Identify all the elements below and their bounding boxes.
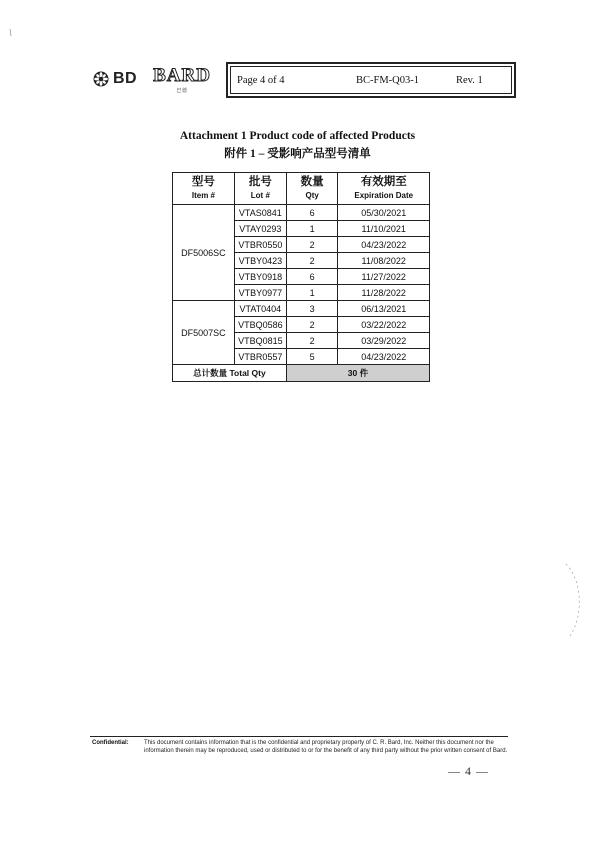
scan-speck-icon — [8, 28, 14, 38]
lot-cell: VTAT0404 — [234, 301, 286, 317]
bd-logo-text: BD — [113, 70, 138, 87]
table-row — [173, 205, 430, 221]
total-row — [173, 365, 430, 382]
column-header-lot: 批号 Lot # — [234, 173, 286, 205]
expiry-cell: 04/23/2022 — [338, 349, 430, 365]
lot-cell: VTBR0550 — [234, 237, 286, 253]
lot-cell: VTBY0977 — [234, 285, 286, 301]
expiry-cell: 11/10/2021 — [338, 221, 430, 237]
qty-cell: 2 — [286, 333, 338, 349]
bard-logo — [152, 66, 212, 94]
lot-cell: VTBR0557 — [234, 349, 286, 365]
lot-cell: VTBQ0815 — [234, 333, 286, 349]
column-header-item: 型号 Item # — [173, 173, 235, 205]
expiry-cell: 11/28/2022 — [338, 285, 430, 301]
qty-cell: 6 — [286, 269, 338, 285]
scan-edge-curve-icon — [560, 560, 590, 640]
attachment-title-zh: 附件 1 – 受影响产品型号清单 — [224, 148, 371, 160]
bd-logo — [93, 70, 137, 88]
qty-cell: 5 — [286, 349, 338, 365]
page-number: — 4 — — [448, 764, 489, 778]
expiry-cell: 06/13/2021 — [338, 301, 430, 317]
qty-cell: 2 — [286, 317, 338, 333]
qty-cell: 2 — [286, 253, 338, 269]
expiry-cell: 04/23/2022 — [338, 237, 430, 253]
total-label: 总计数量 Total Qty — [173, 365, 287, 382]
confidential-notice: This document contains information that is the confidential and proprietary property of C. R. Bard, Inc. Neither this document nor the information therein may be reproduced, used or distributed to or for the benefit of any third party without the prior written consent of Bard. — [144, 740, 508, 754]
expiry-cell: 03/22/2022 — [338, 317, 430, 333]
confidential-label: Confidential: — [92, 740, 129, 746]
expiry-cell: 11/08/2022 — [338, 253, 430, 269]
attachment-title-en: Attachment 1 Product code of affected Products — [179, 130, 416, 142]
qty-cell: 1 — [286, 285, 338, 301]
page-indicator: Page 4 of 4 — [237, 75, 285, 86]
affected-products-table — [172, 172, 430, 382]
bard-logo-subtext: 巴德 — [176, 88, 188, 94]
qty-cell: 6 — [286, 205, 338, 221]
qty-cell: 1 — [286, 221, 338, 237]
document-header-box — [226, 62, 516, 98]
lot-cell: VTAY0293 — [234, 221, 286, 237]
bard-logo-text: BARD — [153, 65, 211, 86]
document-code: BC-FM-Q03-1 — [356, 75, 420, 86]
table-row — [173, 301, 430, 317]
lot-cell: VTBY0423 — [234, 253, 286, 269]
table-header-row — [173, 173, 430, 205]
model-cell: DF5007SC — [173, 301, 235, 365]
lot-cell: VTBQ0586 — [234, 317, 286, 333]
qty-cell: 2 — [286, 237, 338, 253]
bd-starburst-icon — [93, 71, 109, 87]
expiry-cell: 05/30/2021 — [338, 205, 430, 221]
lot-cell: VTAS0841 — [234, 205, 286, 221]
expiry-cell: 03/29/2022 — [338, 333, 430, 349]
lot-cell: VTBY0918 — [234, 269, 286, 285]
expiry-cell: 11/27/2022 — [338, 269, 430, 285]
model-cell: DF5006SC — [173, 205, 235, 301]
column-header-expiration: 有效期至 Expiration Date — [338, 173, 430, 205]
qty-cell: 3 — [286, 301, 338, 317]
column-header-qty: 数量 Qty — [286, 173, 338, 205]
footer-divider — [90, 736, 508, 737]
total-value: 30 件 — [286, 365, 429, 382]
revision-label: Rev. 1 — [456, 75, 483, 86]
